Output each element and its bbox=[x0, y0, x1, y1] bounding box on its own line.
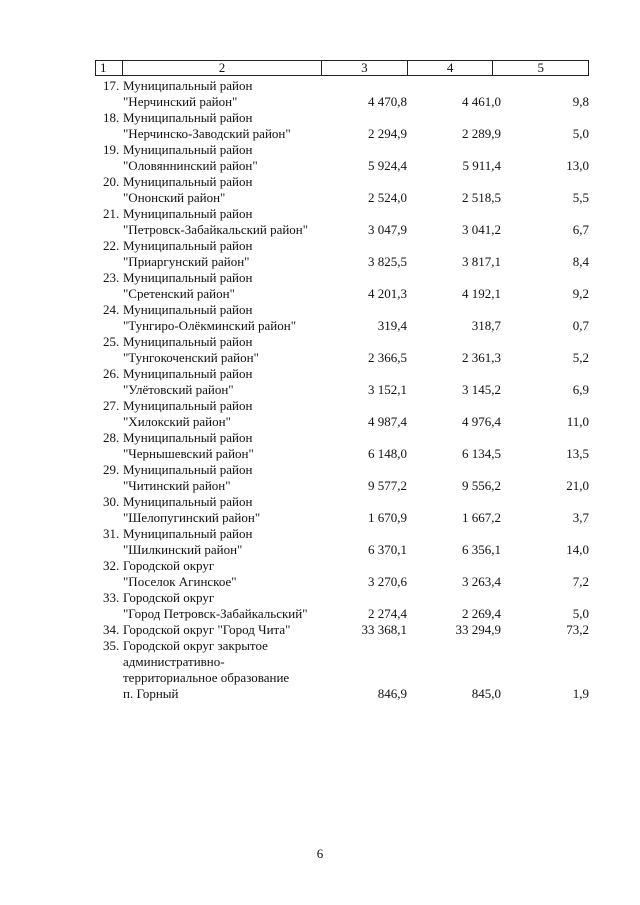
row-value-5: 9,8 bbox=[572, 94, 589, 109]
row-name-line: "Чернышевский район" bbox=[123, 446, 254, 461]
row-value-3: 9 577,2 bbox=[368, 478, 407, 493]
row-value-3: 6 148,0 bbox=[368, 446, 407, 461]
row-number: 25. bbox=[103, 334, 120, 349]
row-number: 30. bbox=[103, 494, 120, 509]
row-value-5: 9,2 bbox=[572, 286, 589, 301]
row-value-5: 6,9 bbox=[572, 382, 589, 397]
row-value-4: 2 269,4 bbox=[462, 606, 501, 621]
row-name bbox=[123, 590, 333, 622]
row-value-4: 6 134,5 bbox=[462, 446, 501, 461]
row-name bbox=[123, 462, 333, 494]
row-number: 24. bbox=[103, 302, 120, 317]
table-row bbox=[95, 638, 589, 702]
row-value-3: 2 366,5 bbox=[368, 350, 407, 365]
table-row bbox=[95, 142, 589, 174]
row-name bbox=[123, 430, 333, 462]
row-name-line: "Хилокский район" bbox=[123, 414, 231, 429]
row-number: 31. bbox=[103, 526, 120, 541]
row-value-4: 318,7 bbox=[471, 318, 501, 333]
row-value-4: 1 667,2 bbox=[462, 510, 501, 525]
table-row bbox=[95, 78, 589, 110]
row-value-4: 5 911,4 bbox=[462, 158, 501, 173]
row-value-3: 319,4 bbox=[377, 318, 407, 333]
row-name-line: Городской округ закрытое bbox=[123, 638, 268, 653]
row-name-line: "Нерчинский район" bbox=[123, 94, 238, 109]
row-name-line: "Петровск-Забайкальский район" bbox=[123, 222, 309, 237]
row-value-4: 3 263,4 bbox=[462, 574, 501, 589]
table-row bbox=[95, 110, 589, 142]
row-name-line: Муниципальный район bbox=[123, 398, 253, 413]
table-row bbox=[95, 430, 589, 462]
table-row bbox=[95, 238, 589, 270]
row-value-4: 3 817,1 bbox=[462, 254, 501, 269]
row-name-line: Муниципальный район bbox=[123, 270, 253, 285]
row-name-line: "Приаргунский район" bbox=[123, 254, 250, 269]
row-name-line: Муниципальный район bbox=[123, 302, 253, 317]
header-col-3: 3 bbox=[322, 61, 408, 75]
row-name bbox=[123, 238, 333, 270]
row-name bbox=[123, 174, 333, 206]
header-col-1: 1 bbox=[96, 61, 123, 75]
row-value-3: 5 924,4 bbox=[368, 158, 407, 173]
row-value-5: 5,0 bbox=[572, 126, 589, 141]
row-name-line: Муниципальный район bbox=[123, 430, 253, 445]
row-value-4: 3 145,2 bbox=[462, 382, 501, 397]
row-value-3: 4 201,3 bbox=[368, 286, 407, 301]
row-value-3: 2 274,4 bbox=[368, 606, 407, 621]
row-name-line: Муниципальный район bbox=[123, 206, 253, 221]
row-name-line: Муниципальный район bbox=[123, 334, 253, 349]
row-name-line: Муниципальный район bbox=[123, 366, 253, 381]
row-name-line: "Улётовский район" bbox=[123, 382, 234, 397]
row-name-line: Городской округ bbox=[123, 590, 215, 605]
row-value-5: 1,9 bbox=[572, 686, 589, 701]
row-value-3: 3 047,9 bbox=[368, 222, 407, 237]
row-value-3: 4 470,8 bbox=[368, 94, 407, 109]
row-value-3: 6 370,1 bbox=[368, 542, 407, 557]
table-row bbox=[95, 302, 589, 334]
row-value-4: 3 041,2 bbox=[462, 222, 501, 237]
row-name-line: административно- bbox=[123, 654, 225, 669]
row-value-3: 3 825,5 bbox=[368, 254, 407, 269]
row-name bbox=[123, 142, 333, 174]
row-value-5: 3,7 bbox=[572, 510, 589, 525]
row-number: 22. bbox=[103, 238, 120, 253]
row-number: 32. bbox=[103, 558, 120, 573]
row-value-5: 7,2 bbox=[572, 574, 589, 589]
row-value-4: 9 556,2 bbox=[462, 478, 501, 493]
row-value-4: 4 461,0 bbox=[462, 94, 501, 109]
row-name bbox=[123, 366, 333, 398]
row-value-5: 14,0 bbox=[566, 542, 589, 557]
table-row bbox=[95, 270, 589, 302]
row-name bbox=[123, 270, 333, 302]
row-name bbox=[123, 638, 333, 702]
row-number: 27. bbox=[103, 398, 120, 413]
row-value-4: 845,0 bbox=[471, 686, 501, 701]
row-value-4: 6 356,1 bbox=[462, 542, 501, 557]
row-number: 21. bbox=[103, 206, 120, 221]
row-name-line: "Тунгокоченский район" bbox=[123, 350, 259, 365]
row-number: 19. bbox=[103, 142, 120, 157]
table-row bbox=[95, 174, 589, 206]
row-number: 26. bbox=[103, 366, 120, 381]
table-row bbox=[95, 398, 589, 430]
row-name-line: Муниципальный район bbox=[123, 110, 253, 125]
row-value-3: 3 152,1 bbox=[368, 382, 407, 397]
table-row bbox=[95, 558, 589, 590]
table-row bbox=[95, 206, 589, 238]
header-col-4: 4 bbox=[408, 61, 494, 75]
row-value-3: 3 270,6 bbox=[368, 574, 407, 589]
row-name-line: Муниципальный район bbox=[123, 526, 253, 541]
table-row bbox=[95, 494, 589, 526]
row-value-4: 2 518,5 bbox=[462, 190, 501, 205]
row-name-line: территориальное образование bbox=[123, 670, 290, 685]
row-name-line: Муниципальный район bbox=[123, 462, 253, 477]
table-row bbox=[95, 334, 589, 366]
row-name bbox=[123, 110, 333, 142]
table-header bbox=[95, 60, 589, 76]
table-body bbox=[95, 78, 589, 702]
row-name-line: "Нерчинско-Заводский район" bbox=[123, 126, 291, 141]
row-name-line: "Шилкинский район" bbox=[123, 542, 243, 557]
row-name-line: Городской округ "Город Чита" bbox=[123, 622, 291, 637]
row-name bbox=[123, 526, 333, 558]
row-name-line: "Город Петровск-Забайкальский" bbox=[123, 606, 308, 621]
row-name bbox=[123, 398, 333, 430]
table-row bbox=[95, 622, 589, 638]
row-number: 17. bbox=[103, 78, 120, 93]
row-value-3: 2 294,9 bbox=[368, 126, 407, 141]
row-name-line: Муниципальный район bbox=[123, 78, 253, 93]
table-row bbox=[95, 590, 589, 622]
row-name bbox=[123, 206, 333, 238]
row-name bbox=[123, 78, 333, 110]
row-number: 28. bbox=[103, 430, 120, 445]
row-value-5: 0,7 bbox=[572, 318, 589, 333]
row-name-line: Муниципальный район bbox=[123, 142, 253, 157]
row-value-5: 11,0 bbox=[566, 414, 589, 429]
row-name-line: Муниципальный район bbox=[123, 238, 253, 253]
row-name-line: "Шелопугинский район" bbox=[123, 510, 261, 525]
row-value-5: 5,2 bbox=[572, 350, 589, 365]
row-number: 33. bbox=[103, 590, 120, 605]
row-name bbox=[123, 558, 333, 590]
header-col-5: 5 bbox=[537, 60, 544, 75]
row-name-line: "Оловяннинский район" bbox=[123, 158, 258, 173]
row-value-5: 21,0 bbox=[566, 478, 589, 493]
row-value-4: 33 294,9 bbox=[455, 622, 501, 637]
row-value-4: 2 361,3 bbox=[462, 350, 501, 365]
table-row bbox=[95, 366, 589, 398]
row-name bbox=[123, 622, 333, 638]
row-value-5: 13,5 bbox=[566, 446, 589, 461]
row-value-3: 4 987,4 bbox=[368, 414, 407, 429]
row-value-5: 5,0 bbox=[572, 606, 589, 621]
row-number: 34. bbox=[103, 622, 120, 637]
row-value-3: 33 368,1 bbox=[361, 622, 407, 637]
table-row bbox=[95, 526, 589, 558]
row-name bbox=[123, 494, 333, 526]
page-number: 6 bbox=[316, 846, 324, 861]
row-name-line: п. Горный bbox=[123, 686, 179, 701]
row-name-line: "Сретенский район" bbox=[123, 286, 235, 301]
row-value-5: 8,4 bbox=[572, 254, 589, 269]
row-value-3: 846,9 bbox=[377, 686, 407, 701]
row-name-line: "Тунгиро-Олёкминский район" bbox=[123, 318, 297, 333]
row-number: 20. bbox=[103, 174, 120, 189]
row-value-5: 6,7 bbox=[572, 222, 589, 237]
row-name-line: Муниципальный район bbox=[123, 494, 253, 509]
row-value-4: 2 289,9 bbox=[462, 126, 501, 141]
row-number: 29. bbox=[103, 462, 120, 477]
row-value-5: 73,2 bbox=[566, 622, 589, 637]
row-value-5: 5,5 bbox=[572, 190, 589, 205]
row-value-4: 4 192,1 bbox=[462, 286, 501, 301]
row-name-line: Муниципальный район bbox=[123, 174, 253, 189]
header-col-2: 2 bbox=[123, 61, 322, 75]
row-name bbox=[123, 302, 333, 334]
row-name-line: "Читинский район" bbox=[123, 478, 231, 493]
row-number: 18. bbox=[103, 110, 120, 125]
row-value-3: 2 524,0 bbox=[368, 190, 407, 205]
row-number: 23. bbox=[103, 270, 120, 285]
row-name bbox=[123, 334, 333, 366]
row-name-line: Городской округ bbox=[123, 558, 215, 573]
table-row bbox=[95, 462, 589, 494]
row-value-5: 13,0 bbox=[566, 158, 589, 173]
row-name-line: "Ононский район" bbox=[123, 190, 226, 205]
row-number: 35. bbox=[103, 638, 120, 653]
row-name-line: "Поселок Агинское" bbox=[123, 574, 237, 589]
row-value-4: 4 976,4 bbox=[462, 414, 501, 429]
row-value-3: 1 670,9 bbox=[368, 510, 407, 525]
